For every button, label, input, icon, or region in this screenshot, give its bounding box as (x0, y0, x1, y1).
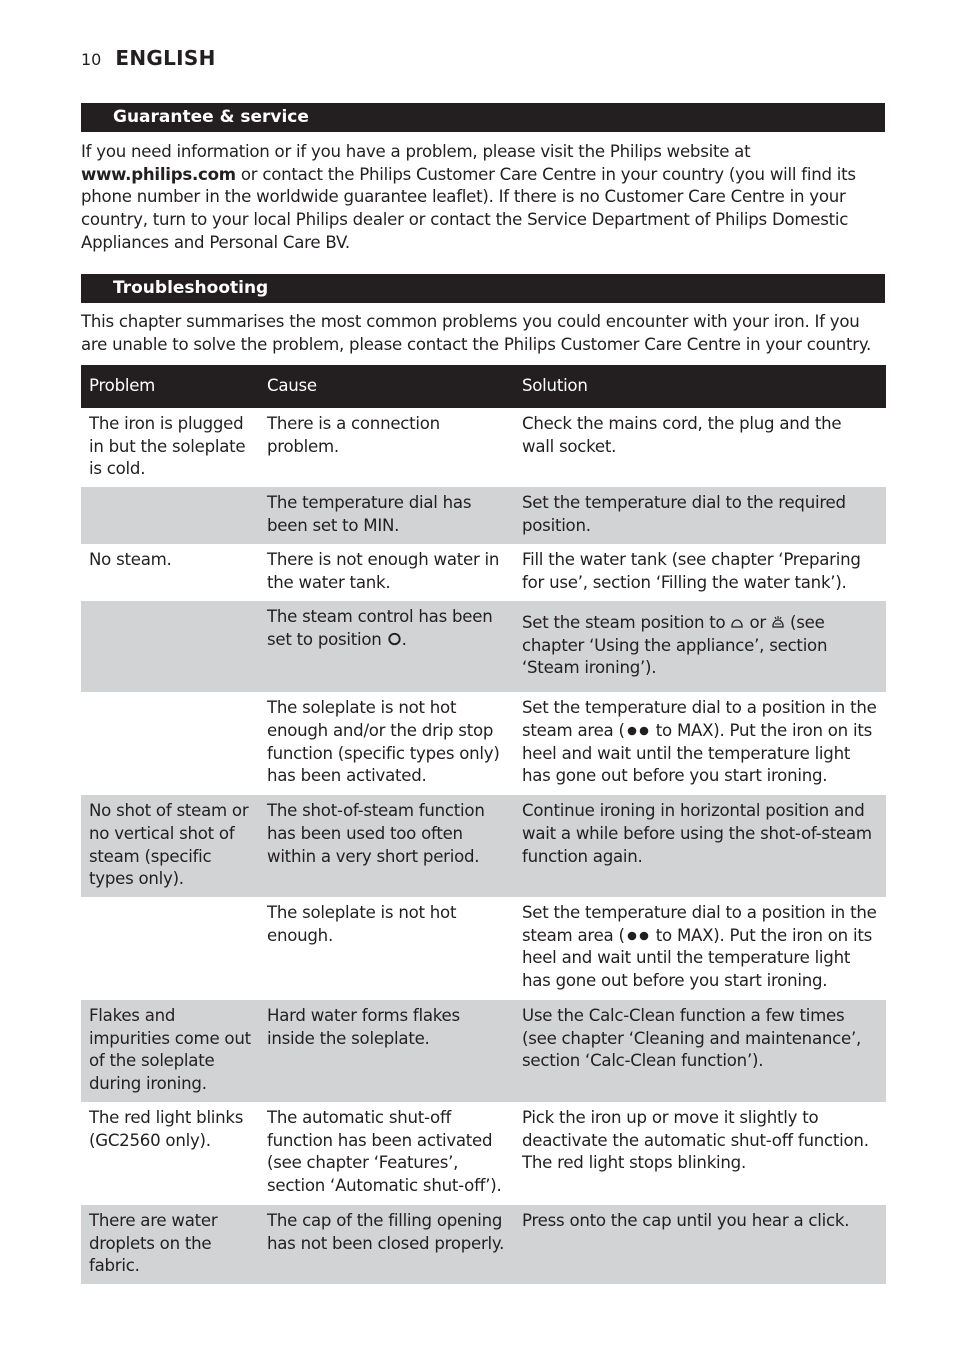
solution-cell: Set the temperature dial to the required position. (514, 487, 886, 544)
cause-cell: There is not enough water in the water tank. (267, 550, 500, 592)
troubleshooting-heading: Troubleshooting (81, 274, 885, 303)
problem-cell: There are water droplets on the fabric. (81, 1205, 259, 1284)
problem-cell (81, 897, 259, 1000)
table-row (81, 408, 886, 487)
problem-cell: No shot of steam or no vertical shot of steam (specific types only). (81, 795, 259, 897)
guarantee-heading: Guarantee & service (81, 103, 885, 132)
cause-cell: The shot-of-steam function has been used too often within a very short period. (259, 795, 514, 897)
problem-cell (81, 692, 259, 795)
table-row (81, 1205, 886, 1284)
table-row (81, 601, 886, 692)
troubleshooting-intro: This chapter summarises the most common problems you could encounter with your iron. If you are unable to solve the problem, please contact the Philips Customer Care Centre in your country. (81, 312, 872, 354)
solution-cell: Set the steam position to or (see chapter ‘Using the appliance’, section ‘Steam ironing’). (514, 601, 886, 692)
cause-cell: There is a connection problem. (267, 414, 440, 456)
cause-cell: The steam control has been set to position . (259, 601, 514, 692)
problem-cell: Flakes and impurities come out of the soleplate during ironing. (81, 1000, 259, 1102)
header-solution: Solution (514, 365, 886, 408)
solution-cell: Fill the water tank (see chapter ‘Preparing for use’, section ‘Filling the water tank’). (522, 550, 861, 592)
steam-off-icon (387, 632, 402, 646)
table-row (81, 692, 886, 795)
two-dots-icon (625, 725, 651, 737)
solution-cell: Pick the iron up or move it slightly to deactivate the automatic shut-off function. The red light stops blinking. (522, 1107, 869, 1173)
cause-cell: Hard water forms flakes inside the soleplate. (259, 1000, 514, 1102)
table-row (81, 897, 886, 1000)
guarantee-paragraph: If you need information or if you have a problem, please visit the Philips website at www.philips.com or contact the Philips Customer Care Centre in your country (you will find its phone number in the worldwide guarantee leaflet). If there is no Customer Care Centre in your country, turn to your local Philips dealer or contact the Service Department of Philips Domestic Appliances and Personal Care BV. (81, 142, 856, 252)
solution-cell: Press onto the cap until you hear a click. (514, 1205, 886, 1284)
page-language: ENGLISH (115, 46, 216, 70)
table-row (81, 487, 886, 544)
steam-high-icon (771, 615, 785, 629)
problem-cell: The iron is plugged in but the soleplate is cold. (89, 414, 246, 479)
website-link[interactable]: www.philips.com (81, 164, 236, 184)
solution-cell: Continue ironing in horizontal position and wait a while before using the shot-of-steam function again. (514, 795, 886, 897)
cause-cell: The soleplate is not hot enough. (267, 902, 457, 945)
problem-cell: The red light blinks (GC2560 only). (89, 1107, 244, 1150)
two-dots-icon (625, 930, 651, 942)
cause-cell: The automatic shut-off function has been activated (see chapter ‘Features’, section ‘Automatic shut-off’). (267, 1107, 502, 1196)
problem-cell (81, 487, 259, 544)
table-header-row (81, 365, 886, 408)
page-header (81, 46, 216, 76)
problem-cell (81, 601, 259, 692)
solution-cell: Set the temperature dial to a position in the steam area ( to MAX). Put the iron on its heel and wait until the temperature light has gone out before you start ironing. (522, 902, 877, 991)
troubleshooting-table (81, 365, 886, 1284)
solution-cell: Set the temperature dial to a position in the steam area ( to MAX). Put the iron on its heel and wait until the temperature light has gone out before you start ironing. (522, 698, 877, 786)
table-row (81, 1000, 886, 1102)
table-row (81, 795, 886, 897)
header-problem: Problem (81, 365, 259, 408)
steam-low-icon (730, 617, 744, 629)
cause-cell: The soleplate is not hot enough and/or the drip stop function (specific types only) has been activated. (267, 698, 500, 786)
header-cause: Cause (259, 365, 514, 408)
problem-cell: No steam. (89, 550, 172, 570)
solution-cell: Use the Calc-Clean function a few times (see chapter ‘Cleaning and maintenance’, section ‘Calc-Clean function’). (514, 1000, 886, 1102)
page-number: 10 (81, 50, 102, 69)
table-row (81, 544, 886, 601)
cause-cell: The temperature dial has been set to MIN. (259, 487, 514, 544)
cause-cell: The cap of the filling opening has not been closed properly. (259, 1205, 514, 1284)
table-row (81, 1102, 886, 1205)
solution-cell: Check the mains cord, the plug and the wall socket. (522, 414, 842, 456)
